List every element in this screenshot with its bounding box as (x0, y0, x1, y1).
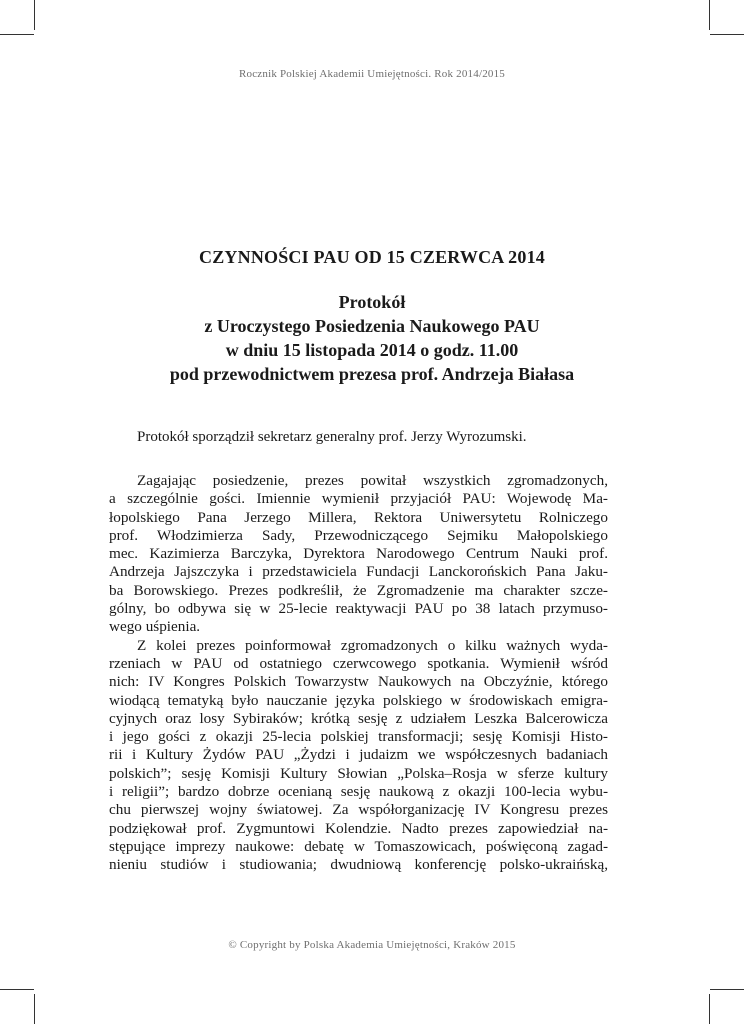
protocol-author-note: Protokół sporządził sekretarz generalny prof. Jerzy Wyrozumski. (137, 429, 527, 445)
text-line: łopolskiego Pana Jerzego Millera, Rektora Uniwersytetu Rolniczego (109, 508, 608, 526)
protocol-title-line: w dniu 15 listopada 2014 o godz. 11.00 (225, 340, 519, 360)
section-title: CZYNNOŚCI PAU OD 15 CZERWCA 2014 (199, 247, 545, 267)
text-line: i religii”; bardzo dobrze ocenianą sesję naukową z okazji 100-lecia wybu- (109, 783, 608, 801)
protocol-title-line: Protokół (338, 292, 406, 312)
text-line: rzeniach w PAU od ostatniego czerwcowego spotkania. Wymienił wśród (109, 654, 608, 672)
protocol-title (0, 290, 744, 386)
text-line: nich: IV Kongres Polskich Towarzystw Naukowych na Obczyźnie, którego (109, 673, 608, 691)
text-line: wiodącą tematyką było nauczanie języka polskiego w środowiskach emigra- (109, 691, 608, 709)
text-line: gólny, bo odbywa się w 25-lecie reaktywacji PAU po 38 latach przymuso- (109, 600, 608, 618)
text-line: mec. Kazimierza Barczyka, Dyrektora Narodowego Centrum Nauki prof. (109, 545, 608, 563)
text-line: stępujące imprezy naukowe: debatę w Tomaszowicach, poświęconą zagad- (109, 837, 608, 855)
text-line: chu pierwszej wojny światowej. Za współorganizację IV Kongresu prezes (109, 801, 608, 819)
crop-mark-bottom-left-vertical (34, 994, 35, 1024)
text-line: Z kolei prezes poinformował zgromadzonych o kilku ważnych wyda- (137, 636, 608, 654)
text-line: a szczególnie gości. Imiennie wymienił przyjaciół PAU: Wojewodę Ma- (109, 490, 608, 508)
text-line: cyjnych oraz losy Sybiraków; krótką sesję z udziałem Leszka Balcerowicza (109, 709, 608, 727)
body-text (109, 472, 608, 875)
protocol-title-line: z Uroczystego Posiedzenia Naukowego PAU (204, 316, 540, 336)
text-line: rii i Kultury Żydów PAU „Żydzi i judaizm we współczesnych badaniach (109, 746, 608, 764)
crop-mark-bottom-right-vertical (709, 994, 710, 1024)
text-line: prof. Włodzimierza Sady, Przewodniczącego Sejmiku Małopolskiego (109, 526, 608, 544)
crop-mark-top-right-vertical (709, 0, 710, 30)
paragraph-2 (109, 637, 608, 875)
text-line: nieniu studiów i studiowania; dwudniową konferencję polsko-ukraińską, (109, 856, 608, 874)
protocol-title-line: pod przewodnictwem prezesa prof. Andrzeja Białasa (169, 364, 575, 384)
running-head: Rocznik Polskiej Akademii Umiejętności. Rok 2014/2015 (238, 68, 506, 80)
crop-mark-bottom-right-horizontal (710, 989, 744, 990)
text-line: Zagajając posiedzenie, prezes powitał wszystkich zgromadzonych, (137, 472, 608, 489)
crop-mark-top-left-horizontal (0, 34, 34, 35)
text-line: ba Borowskiego. Prezes podkreślił, że Zgromadzenie ma charakter szcze- (109, 581, 608, 599)
crop-mark-top-left-vertical (34, 0, 35, 30)
text-line: wego uśpienia. (109, 618, 201, 636)
text-line: polskich”; sesję Komisji Kultury Słowian „Polska–Rosja w sferze kultury (109, 764, 608, 782)
copyright-footer: © Copyright by Polska Akademia Umiejętności, Kraków 2015 (228, 939, 516, 951)
crop-mark-bottom-left-horizontal (0, 989, 34, 990)
text-line: i jego gości z okazji 25-lecia polskiej transformacji; sesję Komisji Histo- (109, 728, 608, 746)
crop-mark-top-right-horizontal (710, 34, 744, 35)
paragraph-1 (109, 472, 608, 637)
text-line: Andrzeja Jajszczyka i przedstawiciela Fundacji Lanckorońskich Pana Jaku- (109, 563, 608, 581)
text-line: podziękował prof. Zygmuntowi Kolendzie. Nadto prezes zapowiedział na- (109, 819, 608, 837)
